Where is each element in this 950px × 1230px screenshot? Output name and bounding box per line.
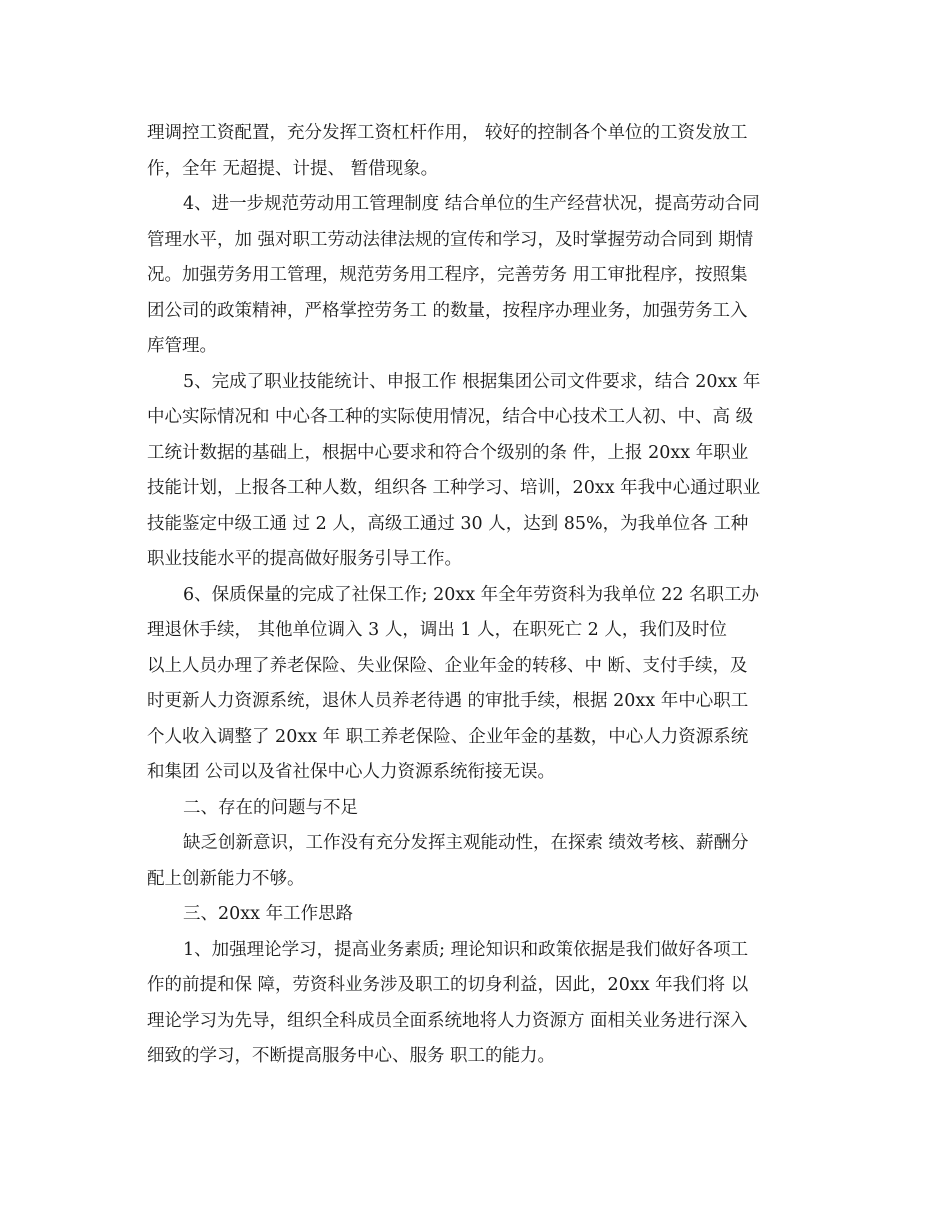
text-line: 以上人员办理了养老保险、失业保险、企业年金的转移、中 断、支付手续，及 bbox=[147, 655, 748, 676]
text-line: 二、存在的问题与不足 bbox=[183, 797, 358, 818]
text-line: 和集团 公司以及省社保中心人力资源系统衔接无误。 bbox=[147, 762, 556, 782]
text-line: 6、保质保量的完成了社保工作; 20xx 年全年劳资科为我单位 22 名职工办 bbox=[183, 584, 760, 605]
text-line: 技能鉴定中级工通 过 2 人，高级工通过 30 人，达到 85%，为我单位各 工种 bbox=[147, 513, 749, 534]
text-line: 4、进一步规范劳动用工管理制度 结合单位的生产经营状况，提高劳动合同 bbox=[183, 194, 760, 214]
text-line: 5、完成了职业技能统计、申报工作 根据集团公司文件要求，结合 20xx 年 bbox=[183, 371, 761, 392]
text-line: 三、20xx 年工作思路 bbox=[183, 904, 354, 924]
text-line: 理退休手续， 其他单位调入 3 人，调出 1 人，在职死亡 2 人，我们及时位 bbox=[147, 620, 727, 640]
text-line: 管理水平，加 强对职工劳动法律法规的宣传和学习，及时掌握劳动合同到 期情 bbox=[147, 229, 754, 250]
text-line: 1、加强理论学习，提高业务素质; 理论知识和政策依据是我们做好各项工 bbox=[183, 939, 749, 960]
text-line: 个人收入调整了 20xx 年 职工养老保险、企业年金的基数，中心人力资源系统 bbox=[147, 726, 749, 747]
document-body bbox=[147, 116, 807, 1075]
text-line: 库管理。 bbox=[147, 336, 217, 356]
text-line: 作，全年 无超提、计提、 暂借现象。 bbox=[147, 158, 439, 179]
text-line: 技能计划，上报各工种人数，组织各 工种学习、培训，20xx 年我中心通过职业 bbox=[147, 478, 761, 498]
text-line: 理调控工资配置，充分发挥工资杠杆作用， 较好的控制各个单位的工资发放工 bbox=[147, 123, 748, 143]
text-line: 缺乏创新意识，工作没有充分发挥主观能动性，在探索 绩效考核、薪酬分 bbox=[183, 833, 749, 853]
text-line: 工统计数据的基础上，根据中心要求和符合个级别的条 件，上报 20xx 年职业 bbox=[147, 442, 749, 463]
text-line: 细致的学习，不断提高服务中心、服务 职工的能力。 bbox=[147, 1046, 556, 1066]
text-line: 中心实际情况和 中心各工种的实际使用情况，结合中心技术工人初、中、高 级 bbox=[147, 407, 754, 427]
text-line: 作的前提和保 障，劳资科业务涉及职工的切身利益，因此，20xx 年我们将 以 bbox=[147, 975, 749, 995]
text-line: 况。加强劳务用工管理，规范劳务用工程序，完善劳务 用工审批程序，按照集 bbox=[147, 265, 748, 285]
text-line: 配上创新能力不够。 bbox=[147, 868, 305, 889]
text-line: 时更新人力资源系统，退休人员养老待遇 的审批手续，根据 20xx 年中心职工 bbox=[147, 691, 749, 711]
text-line: 理论学习为先导，组织全科成员全面系统地将人力资源方 面相关业务进行深入 bbox=[147, 1010, 748, 1031]
text-line: 职业技能水平的提高做好服务引导工作。 bbox=[147, 549, 462, 569]
text-line: 团公司的政策精神，严格掌控劳务工 的数量，按程序办理业务，加强劳务工入 bbox=[147, 300, 748, 321]
